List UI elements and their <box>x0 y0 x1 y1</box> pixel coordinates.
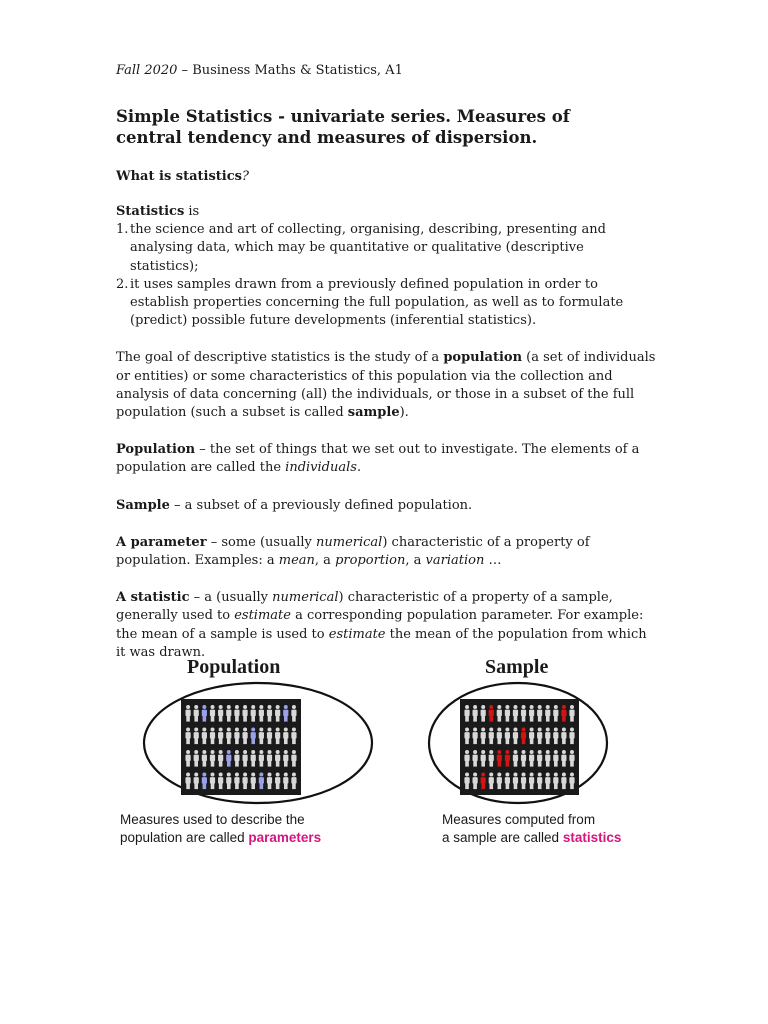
person-icon <box>226 773 231 790</box>
person-icon <box>259 750 264 767</box>
person-icon <box>275 750 280 767</box>
term-label: Fall 2020 <box>116 63 178 78</box>
person-icon <box>473 705 478 722</box>
sample-people-grid <box>460 699 579 795</box>
person-icon <box>226 750 231 767</box>
person-icon <box>561 750 566 767</box>
descriptive-statistics-goal: The goal of descriptive statistics is the study of a population (a set of individuals or entities) or some characteristics of this population via the collection and analysis of data concerning (all) the individuals, or those in a subset of the full population (such a subset is called sample). <box>116 350 656 421</box>
list-text: the science and art of collecting, organising, describing, presenting and analysing data, which may be quantitative or qualitative (descriptive statistics); <box>130 222 606 274</box>
population-caption-line1: Measures used to describe the <box>120 812 305 827</box>
person-icon <box>545 728 550 745</box>
person-icon <box>218 773 223 790</box>
person-icon <box>489 705 494 722</box>
person-icon <box>275 705 280 722</box>
person-icon <box>218 705 223 722</box>
people-icons <box>460 699 579 795</box>
person-icon <box>185 705 190 722</box>
person-icon <box>553 728 558 745</box>
person-icon <box>553 705 558 722</box>
person-icon <box>489 773 494 790</box>
person-icon <box>537 705 542 722</box>
person-icon <box>291 705 296 722</box>
person-icon <box>521 728 526 745</box>
person-icon <box>505 705 510 722</box>
sample-figure-title: Sample <box>485 656 549 678</box>
document-title: Simple Statistics - univariate series. Measures of central tendency and measures of dispersion. <box>116 107 570 147</box>
person-icon <box>194 773 199 790</box>
person-icon <box>561 773 566 790</box>
person-icon <box>553 773 558 790</box>
person-icon <box>473 773 478 790</box>
person-icon <box>234 750 239 767</box>
person-icon <box>464 773 469 790</box>
person-icon <box>194 705 199 722</box>
person-icon <box>185 773 190 790</box>
person-icon <box>259 728 264 745</box>
people-icons <box>181 699 301 795</box>
person-icon <box>234 728 239 745</box>
person-icon <box>521 705 526 722</box>
person-icon <box>218 750 223 767</box>
person-icon <box>234 773 239 790</box>
person-icon <box>194 750 199 767</box>
person-icon <box>226 705 231 722</box>
person-icon <box>234 705 239 722</box>
person-icon <box>202 750 207 767</box>
statistics-highlight: statistics <box>562 830 622 845</box>
person-icon <box>505 750 510 767</box>
statistics-definition-lead <box>116 203 656 221</box>
person-icon <box>185 750 190 767</box>
person-icon <box>267 728 272 745</box>
person-icon <box>481 705 486 722</box>
list-item <box>116 276 656 331</box>
person-icon <box>283 728 288 745</box>
population-term: population <box>443 350 523 366</box>
person-icon <box>226 728 231 745</box>
person-icon <box>537 750 542 767</box>
person-icon <box>537 728 542 745</box>
person-icon <box>489 750 494 767</box>
person-icon <box>251 750 256 767</box>
sample-caption <box>442 811 621 847</box>
sample-caption-line2: a sample are called statistics <box>442 830 622 845</box>
header-separator: – <box>177 63 193 78</box>
section-question <box>116 168 656 186</box>
statistic-definition: A statistic – a (usually numerical) characteristic of a property of a sample, generally used to estimate a corresponding population parameter. For example: the mean of a sample is used to estimate the mean of the population from which it was drawn. <box>116 590 647 660</box>
person-icon <box>267 750 272 767</box>
person-icon <box>267 773 272 790</box>
statistics-term: Statistics <box>116 204 185 219</box>
population-label: Population <box>116 442 196 458</box>
person-icon <box>242 728 247 745</box>
list-number: 1. <box>116 222 129 238</box>
person-icon <box>185 728 190 745</box>
person-icon <box>569 705 574 722</box>
person-icon <box>513 750 518 767</box>
person-icon <box>553 750 558 767</box>
person-icon <box>569 750 574 767</box>
person-icon <box>561 705 566 722</box>
person-icon <box>505 773 510 790</box>
person-icon <box>210 728 215 745</box>
parameters-highlight: parameters <box>248 830 322 845</box>
person-icon <box>464 705 469 722</box>
person-icon <box>194 728 199 745</box>
population-caption <box>120 811 321 847</box>
person-icon <box>545 773 550 790</box>
list-number: 2. <box>116 276 129 292</box>
person-icon <box>202 728 207 745</box>
person-icon <box>529 750 534 767</box>
person-icon <box>513 773 518 790</box>
person-icon <box>283 750 288 767</box>
person-icon <box>481 750 486 767</box>
person-icon <box>210 773 215 790</box>
person-icon <box>473 750 478 767</box>
person-icon <box>267 705 272 722</box>
person-icon <box>283 705 288 722</box>
person-icon <box>218 728 223 745</box>
person-icon <box>529 773 534 790</box>
person-icon <box>481 728 486 745</box>
person-icon <box>291 728 296 745</box>
person-icon <box>497 773 502 790</box>
person-icon <box>259 773 264 790</box>
course-name: Business Maths & Statistics, A1 <box>192 63 403 78</box>
person-icon <box>529 705 534 722</box>
sample-definition: Sample – a subset of a previously defined population. <box>116 497 473 513</box>
list-item <box>116 221 656 276</box>
statistic-label: A statistic <box>116 590 190 606</box>
person-icon <box>242 773 247 790</box>
person-icon <box>242 750 247 767</box>
person-icon <box>202 705 207 722</box>
person-icon <box>545 750 550 767</box>
list-text: it uses samples drawn from a previously defined population in order to establish properties concerning the full population, as well as to formulate (predict) possible future developments (inferential statistics). <box>130 276 624 329</box>
parameter-definition: A parameter – some (usually numerical) characteristic of a property of population. Examples: a mean, a proportion, a variation … <box>116 534 590 569</box>
person-icon <box>291 750 296 767</box>
parameter-label: A parameter <box>116 534 207 550</box>
document-page <box>116 62 656 662</box>
person-icon <box>537 773 542 790</box>
sample-label: Sample <box>116 497 170 513</box>
person-icon <box>529 728 534 745</box>
question-text: What is statistics <box>116 169 242 184</box>
person-icon <box>489 728 494 745</box>
person-icon <box>497 705 502 722</box>
person-icon <box>464 728 469 745</box>
person-icon <box>521 750 526 767</box>
person-icon <box>513 705 518 722</box>
person-icon <box>513 728 518 745</box>
person-icon <box>283 773 288 790</box>
person-icon <box>497 750 502 767</box>
population-caption-line2: population are called parameters <box>120 830 322 845</box>
person-icon <box>251 705 256 722</box>
person-icon <box>545 705 550 722</box>
person-icon <box>497 728 502 745</box>
person-icon <box>561 728 566 745</box>
person-icon <box>481 773 486 790</box>
person-icon <box>291 773 296 790</box>
person-icon <box>242 705 247 722</box>
population-people-grid <box>181 699 301 795</box>
population-figure-title: Population <box>187 656 281 678</box>
person-icon <box>202 773 207 790</box>
person-icon <box>251 728 256 745</box>
person-icon <box>251 773 256 790</box>
population-sample-figure <box>113 650 653 860</box>
person-icon <box>275 728 280 745</box>
person-icon <box>210 705 215 722</box>
person-icon <box>473 728 478 745</box>
person-icon <box>275 773 280 790</box>
sample-caption-line1: Measures computed from <box>442 812 596 827</box>
person-icon <box>521 773 526 790</box>
person-icon <box>464 750 469 767</box>
person-icon <box>569 728 574 745</box>
course-header <box>116 62 656 80</box>
sample-term: sample <box>347 405 400 421</box>
statistics-definition-list <box>116 221 656 330</box>
person-icon <box>259 705 264 722</box>
question-mark: ? <box>241 169 249 184</box>
person-icon <box>569 773 574 790</box>
person-icon <box>210 750 215 767</box>
population-definition: Population – the set of things that we set out to investigate. The elements of a population are called the individuals. <box>116 442 640 476</box>
is-text: is <box>184 204 200 219</box>
person-icon <box>505 728 510 745</box>
